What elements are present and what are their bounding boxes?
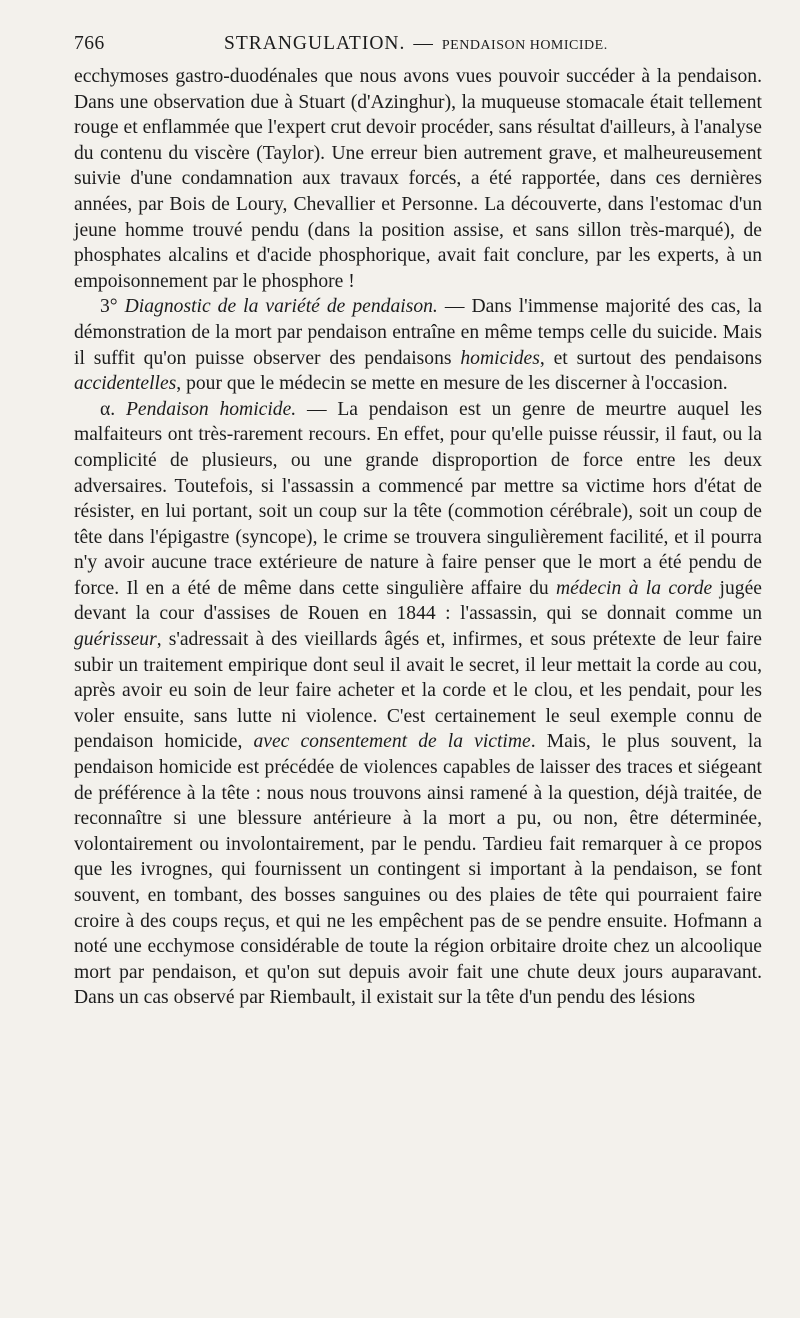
paragraph-homicide [74,397,762,1011]
text-run: — Dans l'immense majorité des cas, la démonstration de la mort par pendaison entraîne en même temps celle du suicide. Mais il suffit qu'on puisse observer des pendaisons [74,296,762,369]
running-header [74,30,762,60]
italic-term: guérisseur [74,629,157,651]
italic-term: homicides [460,347,540,369]
body-text [74,64,762,1011]
title-dash: — [413,33,434,54]
italic-term: accidentelles [74,373,177,395]
section-heading: Diagnostic de la variété de pendaison. [124,296,438,318]
subsection-heading: Pendaison homicide. [125,398,297,420]
chapter-title: STRANGULATION. [224,33,406,54]
subsection-letter: α. [100,398,126,420]
text-run: . Mais, le plus souvent, la pendaison homicide est précédée de violences capables de laisser des traces et siégeant de préférence à la tête : nous nous trouvons ainsi ramené à la question, déjà traitée, de reconnaître si une blessure antérieure à la mort a pu, ou non, être déterminée, volontairement ou involontairement, par le pendu. Tardieu fait remarquer à ce propos que les ivrognes, qui fournissent un contingent si important à la pendaison, se font souvent, en tombant, des bosses sanguines ou des plaies de tête qui pourraient faire croire à des coups reçus, et qui ne les empêchent pas de se pendre ensuite. Hofmann a noté une ecchymose considérable de toute la région orbitaire droite chez un alcoolique mort par pendaison, et qu'on sut depuis avoir fait une chute deux jours auparavant. Dans un cas observé par Riembault, il existait sur la tête d'un pendu des lésions [74,731,762,1009]
italic-term: médecin à la corde [556,577,713,599]
section-number: 3° [100,296,125,318]
text-run: , et surtout des pendaisons [539,347,762,369]
text-run: , pour que le médecin se mette en mesure de les discerner à l'occasion. [176,373,728,395]
text-run: — La pendaison est un genre de meurtre auquel les malfaiteurs ont très-rarement recours. En effet, pour qu'elle puisse réussir, il faut, ou la complicité de plusieurs, ou une grande disproportion de force entre les deux adversaires. Toutefois, si l'assassin a commencé par mettre sa victime hors d'état de résister, en lui portant, soit un coup sur la tête (commotion cérébrale), soit un coup de tête dans l'épigastre (syncope), le crime se trouvera singulièrement facilité, et il pourra n'y avoir aucune trace extérieure de nature à faire penser que le mort a été pendu de force. Il en a été de même dans cette singulière affaire du [74,398,762,599]
italic-term: avec consentement de la victime [253,731,531,753]
text-run: , s'adressait à des vieillards âgés et, infirmes, et sous prétexte de leur faire subir un traitement empirique dont seul il avait le secret, il leur mettait la corde au cou, après avoir eu soin de leur faire acheter et la corde et le clou, et les pendait, pour les voler ensuite, sans lutte ni violence. C'est certainement le seul exemple connu de pendaison homicide, [74,629,762,753]
text-run: jugée devant la cour d'assises de Rouen en 1844 : l'assassin, qui se donnait comme un [74,577,762,625]
paragraph-continuation: ecchymoses gastro-duodénales que nous avons vues pouvoir succéder à la pendaison. Dans une observation due à Stuart (d'Azinghur), la muqueuse stomacale était tellement rouge et enflammée que l'expert crut devoir procéder, sans résultat d'ailleurs, à l'analyse du contenu du viscère (Taylor). Une erreur bien autrement grave, et malheureusement suivie d'une condamnation aux travaux forcés, a été rapportée, dans ces dernières années, par Bois de Loury, Chevallier et Personne. La découverte, dans l'estomac d'un jeune homme trouvé pendu (dans la position assise, et sans sillon très-marqué), de phosphates alcalins et d'acide phosphorique, avait fait conclure, par les experts, à un empoisonnement par le phosphore ! [74,66,762,292]
section-subtitle: PENDAISON HOMICIDE. [441,38,608,53]
paragraph-diagnostic [74,294,762,396]
running-title [224,30,608,60]
page-number: 766 [74,33,105,54]
